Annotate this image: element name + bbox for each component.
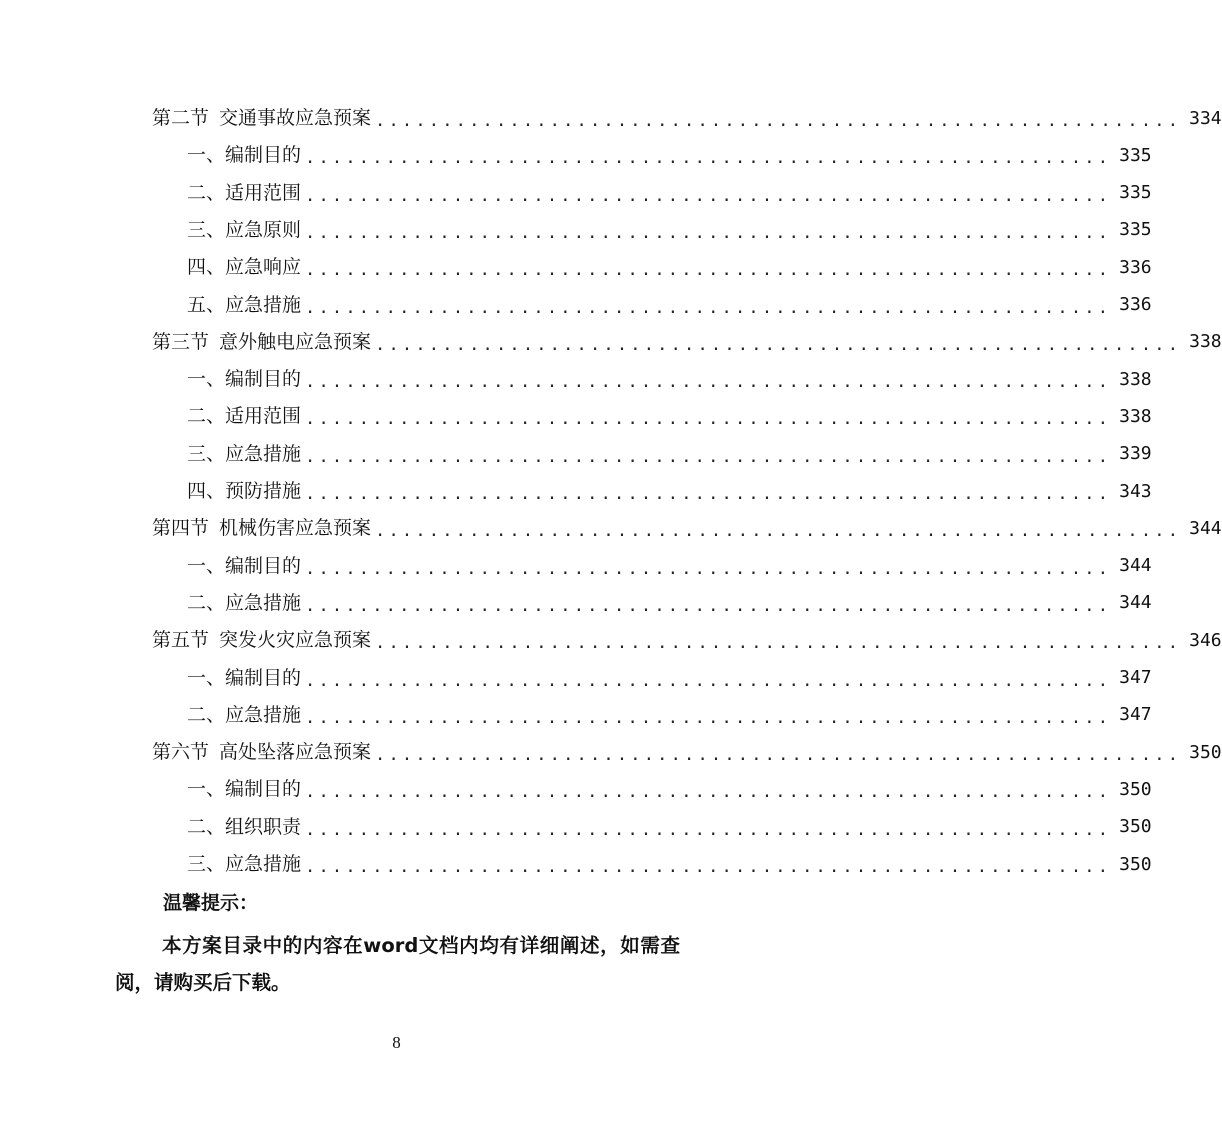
toc-entry-title: 适用范围: [225, 405, 302, 428]
dot-leader: ............................................................: [375, 111, 1182, 131]
toc-entry-number: 四、: [187, 256, 226, 279]
toc-entry-number: 三、: [187, 442, 226, 465]
toc-entry-page: 350: [1119, 778, 1152, 800]
toc-subsection-entry[interactable]: [187, 436, 1152, 473]
toc-entry-title: 预防措施: [225, 480, 302, 502]
page-number: 8: [392, 1033, 401, 1052]
toc-entry-number: 二、: [187, 815, 226, 838]
toc-entry-number: 二、: [187, 405, 226, 428]
toc-subsection-entry[interactable]: [187, 809, 1152, 846]
toc-entry-title: 编制目的: [225, 666, 302, 689]
toc-entry-page: 344: [1189, 517, 1222, 539]
toc-subsection-entry[interactable]: [187, 548, 1152, 585]
toc-entry-page: 350: [1119, 853, 1152, 875]
toc-section-entry[interactable]: [152, 622, 1222, 659]
notice-heading: 温馨提示：: [163, 892, 259, 914]
toc-subsection-entry[interactable]: [187, 398, 1152, 435]
toc-entry-page: 336: [1119, 294, 1152, 315]
dot-leader: ............................................................: [305, 857, 1112, 877]
toc-entry-number: 第二节: [152, 107, 210, 129]
toc-entry-title: 编制目的: [225, 554, 302, 577]
dot-leader: ............................................................: [305, 484, 1112, 504]
toc-entry-number: 二、: [187, 703, 226, 726]
toc-entry-page: 350: [1119, 816, 1152, 838]
toc-subsection-entry[interactable]: [187, 137, 1152, 174]
toc-subsection-entry[interactable]: [187, 660, 1152, 697]
toc-entry-title: 编制目的: [225, 144, 302, 167]
toc-entry-page: 347: [1119, 704, 1152, 726]
toc-entry-page: 339: [1119, 443, 1152, 465]
dot-leader: ............................................................: [305, 595, 1112, 616]
toc-entry-page: 335: [1119, 144, 1152, 166]
toc-entry-number: 一、: [187, 778, 226, 801]
toc-entry-number: 第六节: [152, 741, 210, 764]
toc-entry-page: 338: [1189, 331, 1222, 353]
toc-entry-page: 338: [1119, 368, 1152, 390]
toc-subsection-entry[interactable]: [187, 771, 1152, 808]
toc-subsection-entry[interactable]: [187, 361, 1152, 398]
toc-entry-number: 三、: [187, 853, 226, 875]
toc-entry-title: 组织职责: [225, 815, 302, 838]
toc-subsection-entry[interactable]: [187, 585, 1152, 622]
dot-leader: ............................................................: [305, 446, 1112, 467]
dot-leader: ............................................................: [305, 558, 1112, 579]
toc-entry-title: 交通事故应急预案: [219, 107, 372, 129]
toc-entry-number: 四、: [187, 480, 226, 502]
dot-leader: ............................................................: [375, 334, 1182, 355]
toc-subsection-entry[interactable]: [187, 249, 1152, 286]
toc-entry-title: 编制目的: [225, 778, 302, 801]
toc-entry-number: 二、: [187, 181, 226, 204]
notice-body: 本方案目录中的内容在word文档内均有详细阐述，如需查阅，请购买后下载。: [115, 934, 680, 994]
toc-entry-title: 应急措施: [225, 293, 302, 316]
dot-leader: ............................................................: [305, 260, 1112, 281]
toc-subsection-entry[interactable]: [187, 287, 1152, 324]
toc-entry-title: 突发火灾应急预案: [219, 629, 372, 652]
dot-leader: ............................................................: [305, 185, 1112, 206]
toc-section-entry[interactable]: [152, 324, 1222, 361]
dot-leader: ............................................................: [305, 297, 1112, 318]
toc-entry-number: 一、: [187, 144, 226, 167]
dot-leader: ............................................................: [375, 745, 1182, 766]
toc-entry-page: 344: [1119, 592, 1152, 614]
toc-entry-page: 335: [1119, 182, 1152, 204]
toc-subsection-entry[interactable]: [187, 473, 1152, 510]
dot-leader: ............................................................: [375, 633, 1182, 654]
toc-entry-page: 338: [1119, 405, 1152, 427]
toc-entry-title: 应急措施: [225, 703, 302, 726]
toc-section-entry[interactable]: [152, 734, 1222, 771]
toc-section-entry[interactable]: [152, 510, 1222, 547]
toc-subsection-entry[interactable]: [187, 697, 1152, 734]
toc-entry-title: 应急响应: [225, 256, 302, 279]
toc-entry-page: 347: [1119, 667, 1152, 688]
toc-entry-title: 应急原则: [225, 218, 302, 241]
toc-entry-number: 第三节: [152, 330, 210, 353]
toc-entry-page: 334: [1189, 107, 1222, 129]
toc-subsection-entry[interactable]: [187, 212, 1152, 249]
dot-leader: ............................................................: [305, 409, 1112, 430]
toc-entry-page: 344: [1119, 555, 1152, 577]
toc-entry-page: 350: [1189, 741, 1222, 763]
toc-entry-title: 高处坠落应急预案: [219, 741, 372, 764]
toc-entry-number: 第五节: [152, 629, 210, 652]
toc-entry-title: 应急措施: [225, 853, 302, 875]
dot-leader: ............................................................: [305, 372, 1112, 393]
toc-entry-number: 第四节: [152, 517, 210, 540]
toc-section-entry[interactable]: [152, 100, 1222, 137]
toc-entry-number: 一、: [187, 554, 226, 577]
toc-entry-number: 一、: [187, 666, 226, 689]
dot-leader: ............................................................: [305, 707, 1112, 728]
toc-entry-title: 应急措施: [225, 591, 302, 614]
toc-subsection-entry[interactable]: [187, 846, 1152, 883]
toc-entry-number: 三、: [187, 218, 226, 241]
toc-entry-number: 五、: [187, 293, 226, 316]
dot-leader: ............................................................: [375, 521, 1182, 542]
dot-leader: ............................................................: [305, 148, 1112, 169]
dot-leader: ............................................................: [305, 819, 1112, 840]
toc-entry-page: 343: [1119, 480, 1152, 502]
toc-entry-title: 应急措施: [225, 442, 302, 465]
toc-entry-number: 二、: [187, 591, 226, 614]
toc-entry-page: 336: [1119, 256, 1152, 278]
toc-entry-title: 编制目的: [225, 368, 302, 391]
toc-subsection-entry[interactable]: [187, 175, 1152, 212]
toc-entry-page: 346: [1189, 629, 1222, 651]
toc-entry-title: 机械伤害应急预案: [219, 517, 372, 540]
toc-entry-title: 适用范围: [225, 181, 302, 204]
toc-entry-page: 335: [1119, 219, 1152, 241]
toc-entry-title: 意外触电应急预案: [219, 330, 372, 353]
dot-leader: ............................................................: [305, 782, 1112, 803]
dot-leader: ............................................................: [305, 670, 1112, 691]
toc-entry-number: 一、: [187, 368, 226, 391]
dot-leader: ............................................................: [305, 222, 1112, 243]
